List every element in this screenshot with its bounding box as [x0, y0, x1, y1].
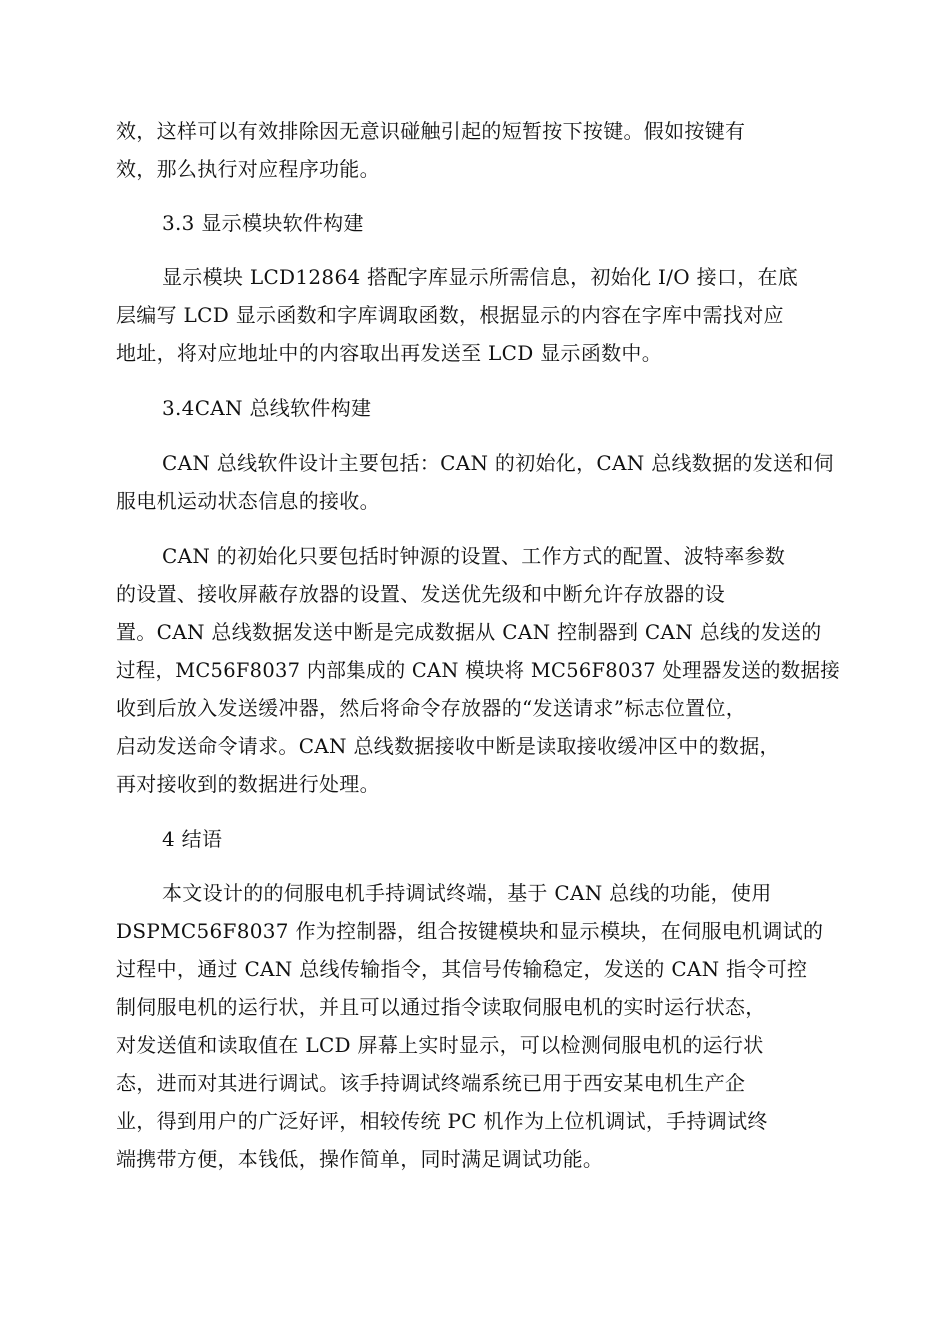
paragraph-line: 效，那么执行对应程序功能。	[116, 157, 380, 181]
paragraph-line: 服电机运动状态信息的接收。	[116, 489, 380, 513]
section-heading: 3.4CAN 总线软件构建	[162, 396, 372, 420]
paragraph-line: 过程，MC56F8037 内部集成的 CAN 模块将 MC56F8037 处理器发送的数据接	[116, 658, 841, 682]
paragraph-line: 效，这样可以有效排除因无意识碰触引起的短暂按下按键。假如按键有	[116, 119, 746, 143]
paragraph-line: 再对接收到的数据进行处理。	[116, 772, 380, 796]
paragraph-line: 启动发送命令请求。CAN 总线数据接收中断是读取接收缓冲区中的数据，	[116, 734, 780, 758]
section-heading: 3.3 显示模块软件构建	[162, 211, 364, 235]
paragraph-line: 对发送值和读取值在 LCD 屏幕上实时显示，可以检测伺服电机的运行状	[116, 1033, 764, 1057]
paragraph-line: 地址，将对应地址中的内容取出再发送至 LCD 显示函数中。	[116, 341, 663, 365]
paragraph-line: 端携带方便，本钱低，操作简单，同时满足调试功能。	[116, 1147, 604, 1171]
paragraph-line: 收到后放入发送缓冲器，然后将命令存放器的“发送请求”标志位置位，	[116, 696, 747, 720]
paragraph-line: 制伺服电机的运行状，并且可以通过指令读取伺服电机的实时运行状态，	[116, 995, 766, 1019]
paragraph-line: 过程中，通过 CAN 总线传输指令，其信号传输稳定，发送的 CAN 指令可控	[116, 957, 808, 981]
paragraph-line: 层编写 LCD 显示函数和字库调取函数，根据显示的内容在字库中需找对应	[116, 303, 784, 327]
paragraph-line: CAN 的初始化只要包括时钟源的设置、工作方式的配置、波特率参数	[162, 544, 786, 568]
paragraph-line: CAN 总线软件设计主要包括：CAN 的初始化，CAN 总线数据的发送和伺	[162, 451, 834, 475]
paragraph-line: 的设置、接收屏蔽存放器的设置、发送优先级和中断允许存放器的设	[116, 582, 725, 606]
paragraph-line: 业，得到用户的广泛好评，相较传统 PC 机作为上位机调试，手持调试终	[116, 1109, 768, 1133]
paragraph-line: 置。CAN 总线数据发送中断是完成数据从 CAN 控制器到 CAN 总线的发送的	[116, 620, 822, 644]
paragraph-line: 显示模块 LCD12864 搭配字库显示所需信息，初始化 I/O 接口，在底	[162, 265, 799, 289]
paragraph-line: 本文设计的的伺服电机手持调试终端，基于 CAN 总线的功能，使用	[162, 881, 772, 905]
paragraph-line: DSPMC56F8037 作为控制器，组合按键模块和显示模块，在伺服电机调试的	[116, 919, 824, 943]
paragraph-line: 态，进而对其进行调试。该手持调试终端系统已用于西安某电机生产企	[116, 1071, 746, 1095]
section-heading: 4 结语	[162, 827, 223, 851]
